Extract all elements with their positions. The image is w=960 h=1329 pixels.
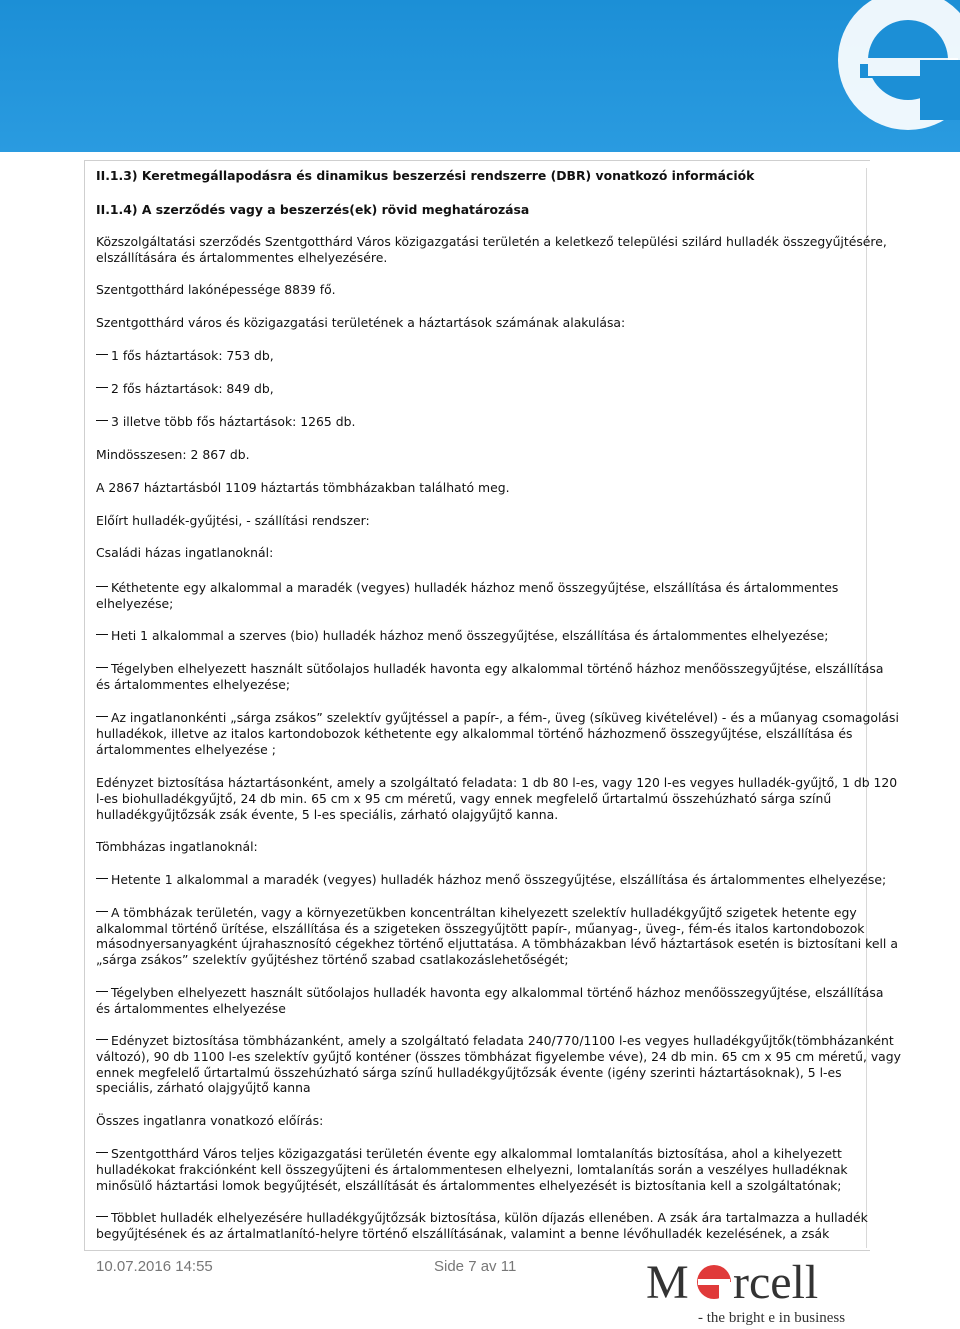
dash-bullet-icon bbox=[96, 911, 108, 912]
list-item-continuation: változó), 90 db 1100 l-es szelektív gyűjtő konténer (összes tömbházat figyelembe véve), 24 db min. 65 cm x 95 cm méretű, vagy bbox=[96, 1049, 901, 1064]
list-item: Edényzet biztosítása tömbházanként, amely a szolgáltató feladata 240/770/1100 l-es vegyes hulladékgyűjtők(tömbházanként bbox=[96, 1033, 894, 1049]
list-item-continuation: hulladékok, illetve az italos kartondobozok kéthetente egy alkalommal történő házhozmenő összegyűjtése, elszállítása és bbox=[96, 726, 853, 741]
list-item-continuation: ennek megfelelő űrtartalmú összehúzható sárga színű hulladékgyűjtőzsák évente (igény szerinti háztartásoknak), 5 l-es bbox=[96, 1065, 842, 1080]
paragraph: Közszolgáltatási szerződés Szentgotthárd Város közigazgatási területén a keletkező települési szilárd hulladék összegyűjtésére, bbox=[96, 234, 887, 249]
paragraph: l-es biohulladékgyűjtő, 24 db min. 65 cm x 95 cm méretű, vagy ennek megfelelő űrtartalmú összehúzható sárga színű bbox=[96, 791, 832, 806]
paragraph: Előírt hulladék-gyűjtési, - szállítási rendszer: bbox=[96, 513, 370, 528]
footer-divider bbox=[84, 1250, 870, 1251]
e-logo-icon bbox=[760, 0, 960, 152]
list-item-continuation: elhelyezése; bbox=[96, 596, 174, 611]
list-item: Az ingatlanonkénti „sárga zsákos” szelektív gyűjtéssel a papír-, a fém-, üveg (síküveg kivételével) - és a műanyag csomagolási bbox=[96, 710, 899, 726]
list-item: Hetente 1 alkalommal a maradék (vegyes) hulladék házhoz menő összegyűjtése, elszállítása és ártalommentes elhelyezése; bbox=[96, 872, 886, 888]
paragraph: A 2867 háztartásból 1109 háztartás tömbházakban található meg. bbox=[96, 480, 510, 495]
footer-timestamp: 10.07.2016 14:55 bbox=[96, 1258, 213, 1275]
list-item: Heti 1 alkalommal a szerves (bio) hulladék házhoz menő összegyűjtése, elszállítása és ártalommentes elhelyezése; bbox=[96, 628, 828, 644]
logo-tagline: - the bright e in business bbox=[698, 1310, 846, 1326]
dash-bullet-icon bbox=[96, 1152, 108, 1153]
dash-bullet-icon bbox=[96, 586, 108, 587]
svg-text:M: M bbox=[646, 1256, 689, 1309]
paragraph: elszállítására és ártalommentes elhelyezésére. bbox=[96, 250, 388, 265]
section-heading: II.1.3) Keretmegállapodásra és dinamikus beszerzési rendszerre (DBR) vonatkozó információk bbox=[96, 168, 755, 183]
header-banner bbox=[0, 0, 960, 152]
list-item-continuation: és ártalommentes elhelyezése bbox=[96, 1001, 286, 1016]
dash-bullet-icon bbox=[96, 354, 108, 355]
list-item-continuation: másodnyersanyagként újrahasznosító cégekhez történő eljuttatása. A tömbházakban lévő háztartások esetén is biztosítani kell a bbox=[96, 936, 898, 951]
paragraph: Tömbházas ingatlanoknál: bbox=[96, 839, 258, 854]
paragraph: Szentgotthárd város és közigazgatási területének a háztartások számának alakulása: bbox=[96, 315, 626, 330]
list-item: 3 illetve több fős háztartások: 1265 db. bbox=[96, 414, 355, 430]
paragraph: Edényzet biztosítása háztartásonként, amely a szolgáltató feladata: 1 db 80 l-es, vagy 120 l-es vegyes hulladék-gyűjtő, 1 db 120 bbox=[96, 775, 898, 790]
frame-left-border bbox=[84, 160, 85, 1250]
list-item: A tömbházak területén, vagy a környezetükben koncentráltan kihelyezett szelektív hulladékgyűjtő szigetek hetente egy bbox=[96, 905, 857, 921]
paragraph: Mindösszesen: 2 867 db. bbox=[96, 447, 250, 462]
dash-bullet-icon bbox=[96, 1039, 108, 1040]
dash-bullet-icon bbox=[96, 634, 108, 635]
list-item-continuation: alkalommal történő ürítése, elszállítása és a szigeteken összegyűjtött papír-, műanyag-, üveg-, fém-és italos kartondobozok bbox=[96, 921, 865, 936]
list-item: Tégelyben elhelyezett használt sütőolajos hulladék havonta egy alkalommal történő házhoz menőösszegyűjtése, elszállítása bbox=[96, 985, 883, 1001]
dash-bullet-icon bbox=[96, 420, 108, 421]
footer-page-number: Side 7 av 11 bbox=[434, 1258, 517, 1275]
list-item-continuation: és ártalommentes elhelyezése; bbox=[96, 677, 290, 692]
dash-bullet-icon bbox=[96, 991, 108, 992]
list-item-continuation: begyűjtésének és az ártalmatlanító-helyre történő elszállításának, valamint a benne lévőhulladék kezelésének, a zsák bbox=[96, 1226, 830, 1241]
dash-bullet-icon bbox=[96, 1216, 108, 1217]
list-item: Többlet hulladék elhelyezésére hulladékgyűjtőzsák biztosítása, külön díjazás ellenében. A zsák ára tartalmazza a hulladék bbox=[96, 1210, 868, 1226]
marcell-logo bbox=[640, 1252, 870, 1328]
paragraph: Összes ingatlanra vonatkozó előírás: bbox=[96, 1113, 324, 1128]
document-body bbox=[96, 168, 901, 1248]
dash-bullet-icon bbox=[96, 667, 108, 668]
list-item-continuation: hulladékokat frakciónként kell összegyűjteni és ártalommentesen elhelyezni, lomtalanítás során a veszélyes hulladéknak bbox=[96, 1162, 848, 1177]
list-item-continuation: „sárga zsákos” szelektív gyűjtéshez történő szabad csatlakozáslehetőségét; bbox=[96, 952, 569, 967]
list-item-continuation: minősülő háztartási lomok begyűjtését, elszállítását és ártalommentes elhelyezését is biztosítania kell a szolgáltatónak; bbox=[96, 1178, 842, 1193]
list-item-continuation: speciális, zárható olajgyűjtő kanna bbox=[96, 1080, 311, 1095]
paragraph: hulladékgyűjtőzsák zsák évente, 5 l-es speciális, zárható olajgyűjtő kanna. bbox=[96, 807, 559, 822]
list-item: Kéthetente egy alkalommal a maradék (vegyes) hulladék házhoz menő összegyűjtése, elszállítása és ártalommentes bbox=[96, 580, 838, 596]
list-item: 1 fős háztartások: 753 db, bbox=[96, 348, 274, 364]
list-item-continuation: ártalommentes elhelyezése ; bbox=[96, 742, 276, 757]
paragraph: Szentgotthárd lakónépessége 8839 fő. bbox=[96, 282, 336, 297]
frame-top-border bbox=[84, 160, 870, 161]
section-heading: II.1.4) A szerződés vagy a beszerzés(ek) rövid meghatározása bbox=[96, 202, 530, 217]
svg-text:rcell: rcell bbox=[733, 1256, 819, 1309]
list-item: 2 fős háztartások: 849 db, bbox=[96, 381, 274, 397]
dash-bullet-icon bbox=[96, 878, 108, 879]
list-item: Tégelyben elhelyezett használt sütőolajos hulladék havonta egy alkalommal történő házhoz menőösszegyűjtése, elszállítása bbox=[96, 661, 883, 677]
list-item: Szentgotthárd Város teljes közigazgatási területén évente egy alkalommal lomtalanítás biztosítása, ahol a kihelyezett bbox=[96, 1146, 842, 1162]
dash-bullet-icon bbox=[96, 716, 108, 717]
paragraph: Családi házas ingatlanoknál: bbox=[96, 545, 274, 560]
dash-bullet-icon bbox=[96, 387, 108, 388]
